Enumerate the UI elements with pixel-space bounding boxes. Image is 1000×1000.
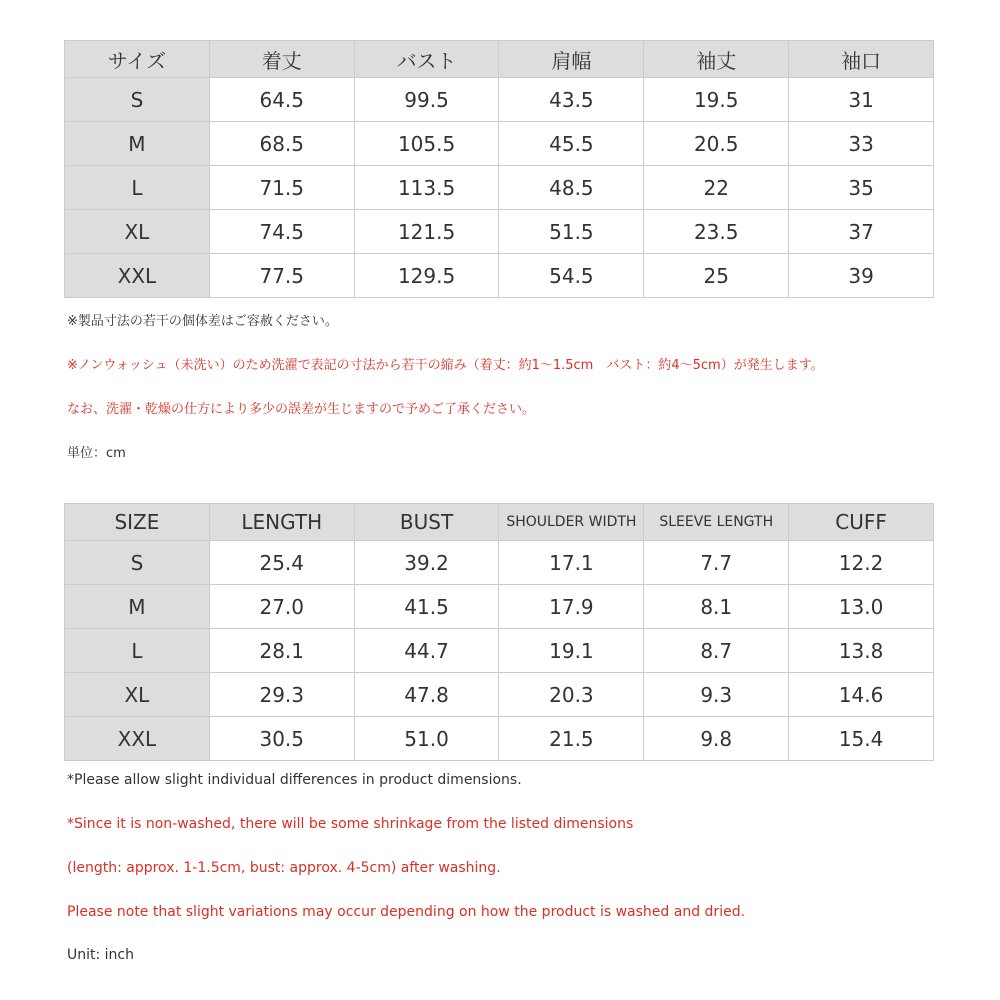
table-cell: 39 <box>789 254 934 298</box>
header-length: LENGTH <box>209 504 354 541</box>
table-cell: 37 <box>789 210 934 254</box>
header-bust: バスト <box>354 41 499 78</box>
header-cuff: CUFF <box>789 504 934 541</box>
size-label: XXL <box>65 717 210 761</box>
table-row <box>65 629 934 673</box>
table-cell: 47.8 <box>354 673 499 717</box>
size-label: S <box>65 78 210 122</box>
table-cell: 29.3 <box>209 673 354 717</box>
table-row <box>65 717 934 761</box>
unit-label-cm: 単位：cm <box>67 446 126 461</box>
table-cell: 22 <box>644 166 789 210</box>
table-cell: 14.6 <box>789 673 934 717</box>
table-cell: 99.5 <box>354 78 499 122</box>
table-cell: 13.0 <box>789 585 934 629</box>
table-cell: 74.5 <box>209 210 354 254</box>
table-cell: 13.8 <box>789 629 934 673</box>
header-size: サイズ <box>65 41 210 78</box>
size-label: XL <box>65 673 210 717</box>
table-cell: 17.1 <box>499 541 644 585</box>
note-en-shrinkage: *Since it is non-washed, there will be some shrinkage from the listed dimensions <box>67 816 634 832</box>
size-label: L <box>65 629 210 673</box>
table-cell: 45.5 <box>499 122 644 166</box>
table-cell: 17.9 <box>499 585 644 629</box>
table-cell: 25.4 <box>209 541 354 585</box>
table-cell: 64.5 <box>209 78 354 122</box>
table-cell: 121.5 <box>354 210 499 254</box>
note-jp-individual-differences: ※製品寸法の若干の個体差はご容赦ください。 <box>67 314 338 329</box>
note-en-individual-differences: *Please allow slight individual differences in product dimensions. <box>67 772 522 788</box>
table-cell: 51.5 <box>499 210 644 254</box>
table-row <box>65 673 934 717</box>
note-jp-variation: なお、洗濯・乾燥の仕方により多少の誤差が生じますので予めご了承ください。 <box>67 402 536 417</box>
note-en-variation: Please note that slight variations may occur depending on how the product is washed and dried. <box>67 904 746 920</box>
table-cell: 9.3 <box>644 673 789 717</box>
note-en-shrinkage-detail: (length: approx. 1-1.5cm, bust: approx. 4-5cm) after washing. <box>67 860 501 876</box>
table-cell: 41.5 <box>354 585 499 629</box>
table-cell: 23.5 <box>644 210 789 254</box>
size-label: S <box>65 541 210 585</box>
table-cell: 113.5 <box>354 166 499 210</box>
size-label: M <box>65 585 210 629</box>
table-cell: 20.5 <box>644 122 789 166</box>
table-header-row <box>65 41 934 78</box>
table-cell: 33 <box>789 122 934 166</box>
table-row <box>65 166 934 210</box>
table-cell: 71.5 <box>209 166 354 210</box>
table-row <box>65 78 934 122</box>
table-cell: 77.5 <box>209 254 354 298</box>
header-size: SIZE <box>65 504 210 541</box>
header-shoulder-width: 肩幅 <box>499 41 644 78</box>
size-label: L <box>65 166 210 210</box>
table-cell: 30.5 <box>209 717 354 761</box>
header-shoulder-width: SHOULDER WIDTH <box>499 504 644 541</box>
table-cell: 20.3 <box>499 673 644 717</box>
table-cell: 31 <box>789 78 934 122</box>
table-cell: 19.1 <box>499 629 644 673</box>
table-cell: 19.5 <box>644 78 789 122</box>
size-label: M <box>65 122 210 166</box>
table-cell: 43.5 <box>499 78 644 122</box>
table-row <box>65 585 934 629</box>
unit-label-inch: Unit: inch <box>67 947 134 963</box>
header-sleeve-length: 袖丈 <box>644 41 789 78</box>
table-cell: 28.1 <box>209 629 354 673</box>
table-row <box>65 210 934 254</box>
table-cell: 51.0 <box>354 717 499 761</box>
table-cell: 54.5 <box>499 254 644 298</box>
table-cell: 39.2 <box>354 541 499 585</box>
table-row <box>65 541 934 585</box>
table-header-row <box>65 504 934 541</box>
header-length: 着丈 <box>209 41 354 78</box>
size-table-inch <box>64 503 934 761</box>
table-cell: 25 <box>644 254 789 298</box>
table-cell: 12.2 <box>789 541 934 585</box>
table-cell: 21.5 <box>499 717 644 761</box>
table-cell: 8.1 <box>644 585 789 629</box>
header-bust: BUST <box>354 504 499 541</box>
table-cell: 27.0 <box>209 585 354 629</box>
table-cell: 7.7 <box>644 541 789 585</box>
table-cell: 48.5 <box>499 166 644 210</box>
table-cell: 68.5 <box>209 122 354 166</box>
table-row <box>65 122 934 166</box>
size-label: XXL <box>65 254 210 298</box>
table-cell: 8.7 <box>644 629 789 673</box>
size-table-cm <box>64 40 934 298</box>
table-cell: 15.4 <box>789 717 934 761</box>
note-jp-shrinkage: ※ノンウォッシュ（未洗い）のため洗濯で表記の寸法から若干の縮み（着丈：約1～1.5cm バスト：約4～5cm）が発生します。 <box>67 358 824 373</box>
header-sleeve-length: SLEEVE LENGTH <box>644 504 789 541</box>
size-label: XL <box>65 210 210 254</box>
table-cell: 129.5 <box>354 254 499 298</box>
table-row <box>65 254 934 298</box>
table-cell: 9.8 <box>644 717 789 761</box>
table-cell: 105.5 <box>354 122 499 166</box>
header-cuff: 袖口 <box>789 41 934 78</box>
table-cell: 35 <box>789 166 934 210</box>
table-cell: 44.7 <box>354 629 499 673</box>
